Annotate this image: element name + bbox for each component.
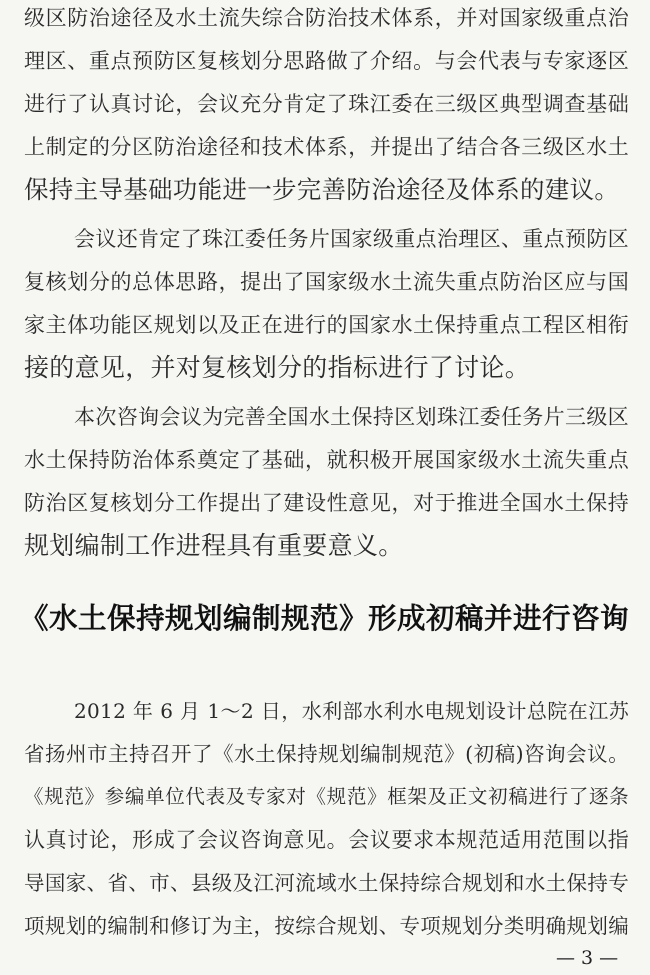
text-line: 省扬州市主持召开了《水土保持规划编制规范》(初稿)咨询会议。 — [24, 742, 629, 766]
text-line: 防治区复核划分工作提出了建设性意见，对于推进全国水土保持 — [24, 491, 629, 515]
text-line: 保持主导基础功能进一步完善防治途径及体系的建议。 — [24, 175, 620, 204]
text-line: 接的意见，并对复核划分的指标进行了讨论。 — [24, 353, 531, 382]
text-line: 导国家、省、市、县级及江河流域水土保持综合规划和水土保持专 — [24, 871, 629, 895]
text-line: 水土保持防治体系奠定了基础，就积极开展国家级水土流失重点 — [24, 448, 629, 472]
text-line: 本次咨询会议为完善全国水土保持区划珠江委任务片三级区 — [74, 405, 629, 429]
text-line: 理区、重点预防区复核划分思路做了介绍。与会代表与专家逐区 — [24, 49, 629, 73]
text-line: 进行了认真讨论，会议充分肯定了珠江委在三级区典型调查基础 — [24, 92, 629, 116]
text-line: 规划编制工作进程具有重要意义。 — [24, 531, 404, 560]
text-line: 2012 年 6 月 1～2 日，水利部水利水电规划设计总院在江苏 — [74, 699, 629, 723]
page-number: — 3 — — [556, 947, 619, 969]
text-line: 级区防治途径及水土流失综合防治技术体系，并对国家级重点治 — [24, 6, 629, 30]
text-line: 复核划分的总体思路，提出了国家级水土流失重点防治区应与国 — [24, 270, 629, 294]
text-line: 上制定的分区防治途径和技术体系，并提出了结合各三级区水土 — [24, 135, 629, 159]
section-heading: 《水土保持规划编制规范》形成初稿并进行咨询 — [20, 601, 630, 635]
text-line: 家主体功能区规划以及正在进行的国家水土保持重点工程区相衔 — [24, 313, 629, 337]
text-line: 《规范》参编单位代表及专家对《规范》框架及正文初稿进行了逐条 — [24, 785, 629, 808]
text-line: 项规划的编制和修订为主，按综合规划、专项规划分类明确规划编 — [24, 914, 629, 938]
text-line: 会议还肯定了珠江委任务片国家级重点治理区、重点预防区 — [74, 227, 629, 251]
text-line: 认真讨论，形成了会议咨询意见。会议要求本规范适用范围以指 — [24, 828, 629, 852]
